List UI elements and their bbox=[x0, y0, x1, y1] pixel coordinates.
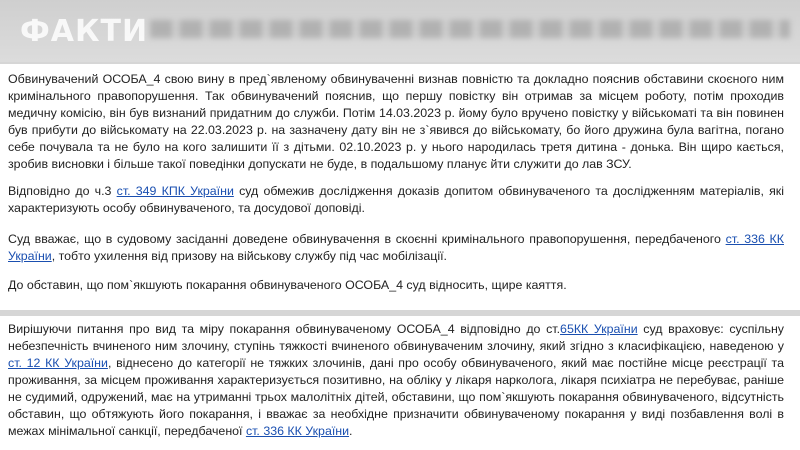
paragraph-evidence-limit: Відповідно до ч.3 ст. 349 КПК України суд обмежив дослідження доказів допитом обвинуваченого та дослідженням матеріалів, які характеризують особу обвинуваченого, та досудової доповіді. bbox=[8, 184, 784, 215]
link-art-65-kk[interactable]: 65КК України bbox=[560, 322, 638, 336]
link-art-349-kpk[interactable]: ст. 349 КПК України bbox=[116, 184, 234, 198]
link-art-336-kk-2[interactable]: ст. 336 КК України bbox=[245, 424, 350, 438]
link-art-336-kk[interactable]: ст. 336 КК України bbox=[8, 232, 784, 263]
paragraph-confession: Обвинувачений ОСОБА_4 свою вину в пред`явленому обвинуваченні визнав повністю та докладно пояснив обставини скоєного ним кримінального правопорушення. Так обвинувачений пояснив, що першу повістку він отримав за місцем роботу, потім проходив медичну комісію, він був визнаний придатним до служби. Потім 14.03.2023 р. йому було вручено повістку у військоматі та він повинен був прибути до військомату на 22.03.2023 р. на зазначену дату він не з`явився до військомату, бо його дружина була вагітна, погано себе почувала та не було на кого залишити її з дітьми. 02.10.2023 р. у нього народилась третя дитина - донька. Він щиро кається, зробив висновки і більше такої поведінки допускати не буде, в подальшому планує йти служити до лав ЗСУ. bbox=[8, 72, 784, 171]
blurred-background bbox=[0, 0, 800, 62]
paragraph-guilt-proven: Суд вважає, що в судовому засіданні доведене обвинувачення в скоєнні кримінального правопорушення, передбаченого ст. 336 КК України, тобто ухилення від призову на військову службу під час мобілізації. bbox=[8, 232, 784, 263]
paragraph-mitigating: До обставин, що пом`якшують покарання обвинуваченого ОСОБА_4 суд відносить, щире каяття. bbox=[8, 278, 567, 292]
paragraph-sentencing: Вирішуючи питання про вид та міру покарання обвинуваченому ОСОБА_4 відповідно до ст.65КК України суд враховує: суспільну небезпечність вчиненого ним злочину, ступінь тяжкості вчиненого обвинуваченим злочину, який згідно з класифікацією, наведеною у ст. 12 КК України, віднесено до категорії не тяжких злочинів, дані про особу обвинуваченого, який має постійне місце реєстрації та проживання, за місцем проживання характеризується позитивно, на обліку у лікаря нарколога, лікаря психіатра не перебуває, раніше не судимий, одружений, має на утриманні трьох малолітніх дітей, обставини, що пом`якшують покарання обвинуваченого, відсутність обставин, що обтяжують його покарання, і вважає за необхідне призначити обвинуваченому покарання у виді позбавлення волі в межах мінімальної санкції, передбаченої ст. 336 КК України. bbox=[8, 322, 784, 438]
link-art-12-kk[interactable]: ст. 12 КК України bbox=[8, 356, 108, 370]
document-card-top bbox=[0, 64, 800, 310]
blurred-text-line bbox=[150, 20, 790, 38]
document-card-bottom bbox=[0, 316, 800, 450]
fakty-logo: ФАКТИ bbox=[20, 14, 149, 49]
